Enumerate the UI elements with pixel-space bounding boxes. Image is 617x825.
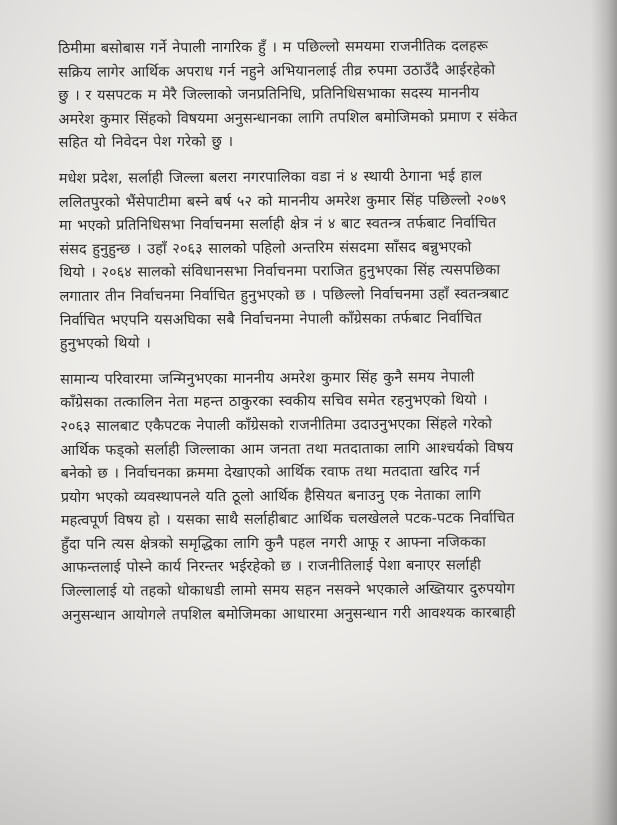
text-line: हुँदा पनि त्यस क्षेत्रको समृद्धिका लागि कुनै पहल नगरी आफू र आफ्ना नजिकका bbox=[61, 534, 486, 553]
text-line: मा भएको प्रतिनिधिसभा निर्वाचनमा सर्लाही क्षेत्र नं ४ बाट स्वतन्त्र तर्फबाट निर्वाचित bbox=[59, 215, 497, 235]
text-line: छु । र यसपटक म मेरै जिल्लाको जनप्रतिनिधि, प्रतिनिधिसभाका सदस्य माननीय bbox=[58, 85, 480, 105]
text-line: हुनुभएको थियो । bbox=[59, 335, 152, 353]
text-line: संसद हुनुहुन्छ । उहाँ २०६३ सालको पहिलो अन्तरिम संसदमा साँसद बन्नुभएको bbox=[59, 239, 472, 258]
text-line: २०६३ सालबाट एकैपटक नेपाली काँग्रेसको राजनीतिमा उदाउनुभएका सिंहले गरेको bbox=[60, 416, 493, 435]
paper-bottom-shadow bbox=[0, 685, 617, 825]
text-line: सहित यो निवेदन पेश गरेको छु । bbox=[58, 134, 234, 152]
text-line: आर्थिक फड्को सर्लाही जिल्लाका आम जनता तथा मतदाताका लागि आश्चर्यको विषय bbox=[60, 439, 514, 459]
text-line: ललितपुरको भैंसेपाटीमा बस्ने बर्ष ५२ को माननीय अमरेश कुमार सिंह पछिल्लो २०७९ bbox=[58, 191, 507, 211]
text-line: थियो । २०६४ सालको संविधानसभा निर्वाचनमा पराजित हुनुभएका सिंह त्यसपछिका bbox=[59, 262, 501, 282]
text-line: बनेको छ । निर्वाचनका क्रममा देखाएको आर्थिक रवाफ तथा मतदाता खरिद गर्न bbox=[60, 463, 481, 483]
text-line: प्रयोग भएको व्यवस्थापनले यति ठूलो आर्थिक हैसियत बनाउनु एक नेताका लागि bbox=[60, 487, 482, 506]
paragraph-2 bbox=[59, 165, 600, 357]
text-line: सामान्य परिवारमा जन्मिनुभएका माननीय अमरेश कुमार सिंह कुनै समय नेपाली bbox=[60, 369, 475, 388]
paragraph-3 bbox=[60, 365, 602, 628]
text-line: मधेश प्रदेश, सर्लाही जिल्ला बलरा नगरपालिका वडा नं ४ स्थायी ठेगाना भई हाल bbox=[58, 168, 483, 187]
text-line: ठिमीमा बसोबास गर्ने नेपाली नागरिक हुँ । म पछिल्लो समयमा राजनीतिक दलहरू bbox=[58, 38, 489, 57]
text-line: महत्वपूर्ण विषय हो । यसका साथै सर्लाहीबाट आर्थिक चलखेलले पटक-पटक निर्वाचित bbox=[60, 510, 515, 530]
paragraph-1 bbox=[58, 35, 599, 156]
text-line: आफन्तलाई पोस्ने कार्य निरन्तर भईरहेको छ । राजनीतिलाई पेशा बनाएर सर्लाही bbox=[61, 557, 482, 577]
text-line: काँग्रेसका तत्कालिन नेता महन्त ठाकुरका स्वकीय सचिव समेत रहनुभएको थियो । bbox=[60, 392, 488, 412]
letter-body bbox=[58, 35, 602, 641]
text-line: निर्वाचित भएपनि यसअघिका सबै निर्वाचनमा नेपाली काँग्रेसका तर्फबाट निर्वाचित bbox=[59, 309, 482, 329]
text-line: जिल्लालाई यो तहको धोकाधडी लामो समय सहन नसक्ने भएकाले अख्तियार दुरुपयोग bbox=[61, 581, 515, 601]
text-line: सक्रिय लागेर आर्थिक अपराध गर्न नहुने अभियानलाई तीव्र रुपमा उठाउँदै आईरहेको bbox=[58, 61, 496, 81]
text-line: अमरेश कुमार सिंहको विषयमा अनुसन्धानका लागि तपशिल बमोजिमको प्रमाण र संकेत bbox=[58, 108, 518, 128]
text-line: लगातार तीन निर्वाचनमा निर्वाचित हुनुभएको छ । पछिल्लो निर्वाचनमा उहाँ स्वतन्त्रबाट bbox=[59, 286, 509, 305]
text-line: अनुसन्धान आयोगले तपशिल बमोजिमका आधारमा अनुसन्धान गरी आवश्यक कारबाही bbox=[61, 604, 516, 624]
